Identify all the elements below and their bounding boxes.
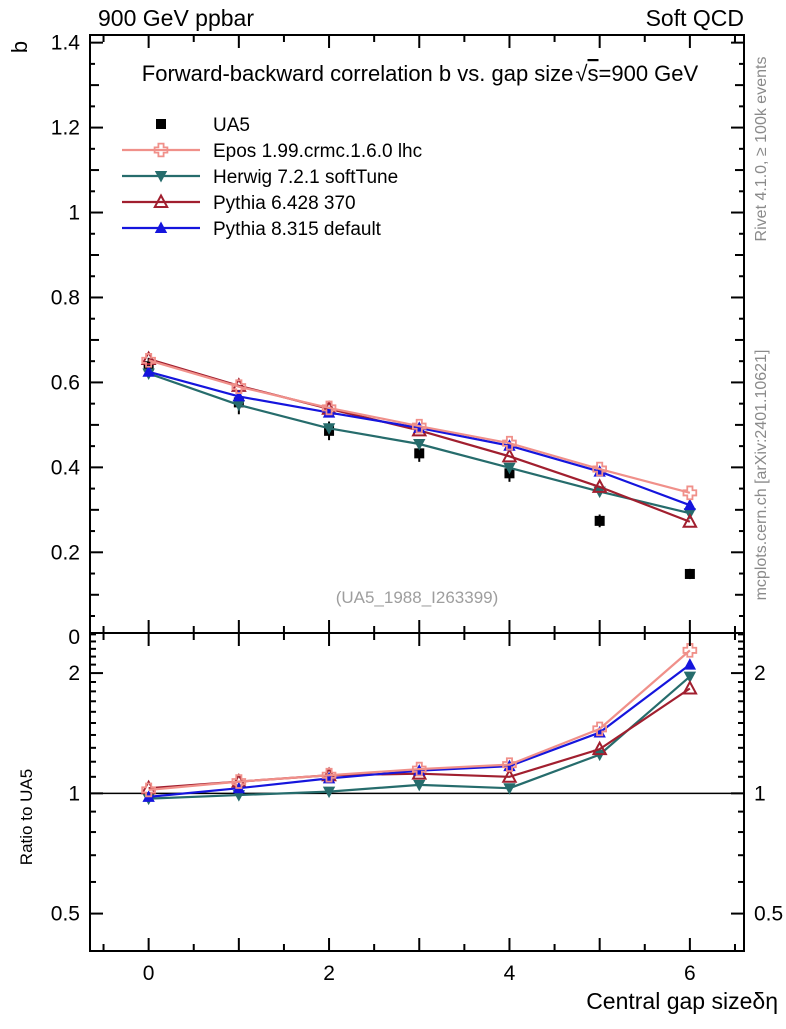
legend-label-pythia: Pythia 6.428 370 [213, 193, 356, 214]
series-herwig [142, 368, 696, 519]
legend-label-ua5: UA5 [213, 115, 250, 136]
line-epos [149, 650, 690, 790]
x-axis-label-symbol: δη [752, 988, 778, 1014]
line-pythia [149, 372, 690, 505]
y-tick-label: 1.2 [50, 116, 80, 140]
sqrt-symbol: √ [575, 61, 588, 86]
x-axis-label-text: Central gap size [586, 988, 753, 1014]
y-axis-label-top: b [7, 40, 32, 54]
error-bars-ua5 [149, 358, 690, 579]
series-pythia [142, 682, 696, 793]
ratio-panel-series [142, 644, 696, 805]
line-pythia [149, 665, 690, 797]
legend-item-ua5 [156, 115, 250, 136]
plot-title-text: Forward-backward correlation b vs. gap size [141, 61, 574, 86]
x-axis-label [586, 988, 778, 1014]
x-tick-label: 2 [323, 962, 335, 985]
top-panel-frame [90, 35, 744, 633]
y-tick-label: 0.4 [50, 456, 80, 480]
series-herwig [142, 672, 696, 806]
legend-label-pythia: Pythia 8.315 default [213, 219, 381, 240]
x-tick-label: 0 [142, 962, 155, 985]
legend-item-pythia [122, 219, 382, 240]
y-tick-label: 0 [68, 626, 80, 650]
ratio-tick-label-left: 0.5 [50, 902, 80, 926]
x-ticks [104, 35, 735, 985]
ratio-tick-label-left: 1 [68, 782, 80, 806]
legend [122, 115, 422, 240]
sqrt-argument: s [587, 61, 599, 86]
analysis-id-watermark: (UA5_1988_I263399) [335, 588, 499, 607]
markers-herwig [142, 368, 696, 519]
rivet-version-note: Rivet 4.1.0, ≥ 100k events [753, 56, 770, 242]
y-tick-label: 1.4 [50, 31, 80, 55]
y-tick-label: 0.8 [50, 286, 80, 310]
top-y-ticks [51, 32, 744, 650]
x-tick-label: 4 [503, 962, 516, 985]
markers-pythia [142, 365, 696, 510]
legend-item-pythia [122, 193, 356, 214]
series-pythia [142, 365, 696, 510]
markers-herwig [142, 672, 696, 806]
plot-title-energy: =900 GeV [598, 61, 699, 86]
legend-item-epos [122, 141, 422, 162]
y-tick-label: 1 [68, 201, 80, 225]
y-tick-label: 0.6 [50, 371, 80, 395]
chart-graphics [51, 32, 783, 985]
ratio-tick-label-right: 1 [754, 782, 766, 806]
legend-label-epos: Epos 1.99.crmc.1.6.0 lhc [213, 141, 423, 162]
top-panel-series [142, 353, 696, 580]
y-axis-label-ratio: Ratio to UA5 [17, 768, 36, 866]
ratio-tick-label-right: 2 [754, 662, 766, 686]
header-process-label: Soft QCD [645, 5, 744, 31]
header-beam-label: 900 GeV ppbar [98, 5, 255, 31]
legend-item-herwig [122, 167, 398, 188]
x-tick-label: 6 [684, 962, 696, 985]
markers-pythia [142, 682, 696, 793]
plot-title [142, 61, 699, 86]
line-epos [149, 360, 690, 493]
ratio-tick-label-left: 2 [68, 662, 80, 686]
series-ua5 [144, 358, 695, 579]
panel-frames [90, 35, 744, 951]
y-tick-label: 0.2 [50, 541, 80, 565]
legend-label-herwig: Herwig 7.2.1 softTune [213, 167, 399, 188]
ratio-tick-label-right: 0.5 [754, 902, 784, 926]
mcplots-arxiv-note: mcplots.cern.ch [arXiv:2401.10621] [753, 349, 770, 601]
